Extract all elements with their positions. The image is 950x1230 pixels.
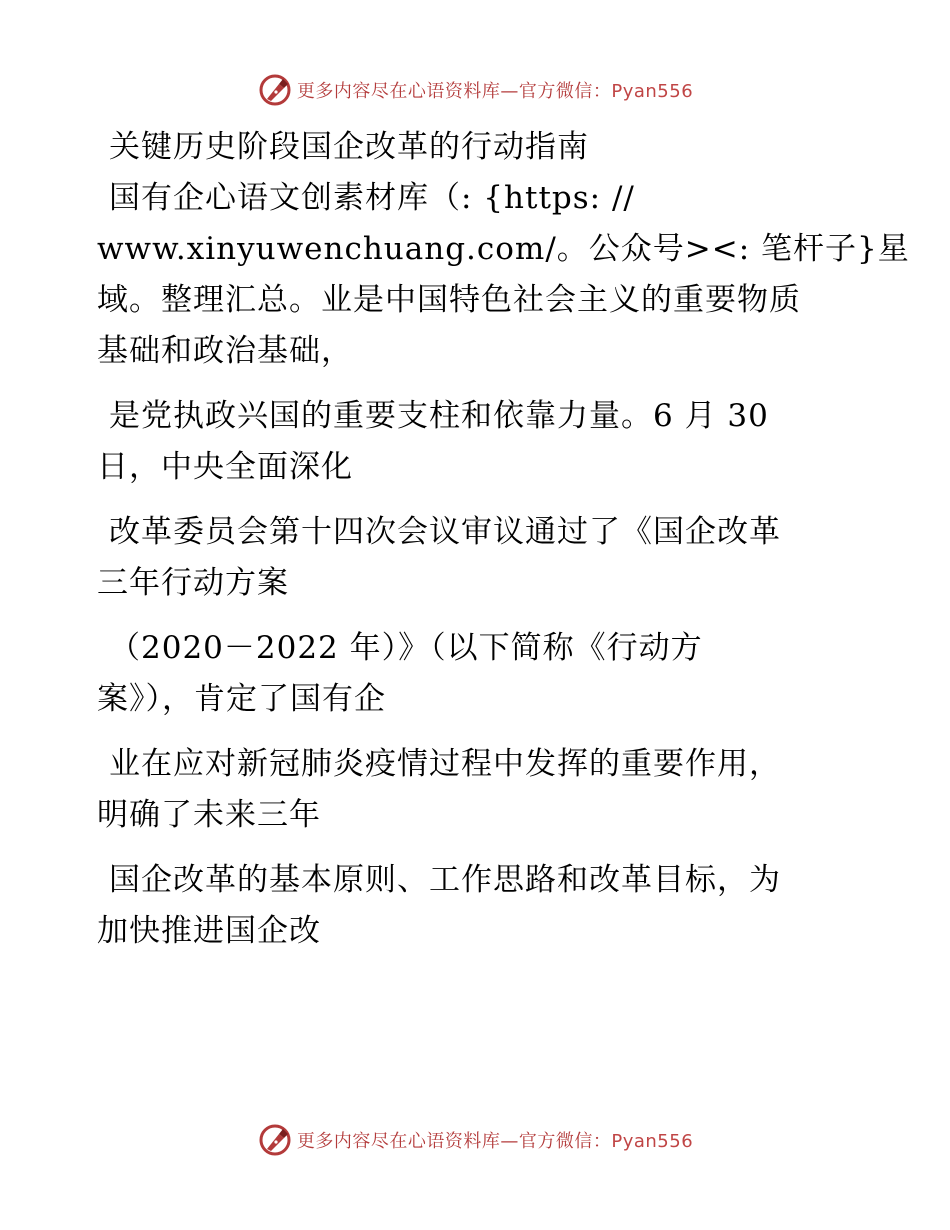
paragraph-line: 改革委员会第十四次会议审议通过了《国企改革 [109,514,781,550]
paragraph [97,623,857,725]
paragraph-line: 三年行动方案 [97,565,289,601]
paragraph [97,507,857,609]
document-body [97,122,910,957]
paragraph-line: 明确了未来三年 [97,797,321,833]
paragraph-line: 日，中央全面深化 [97,449,353,485]
watermark-text: 更多内容尽在心语资料库—官方微信：Pyan556 [296,1131,694,1152]
paragraph-line: 国企改革的基本原则、工作思路和改革目标，为 [109,862,781,898]
paragraph [97,173,910,377]
paragraph-line: 基础和政治基础， [97,333,353,369]
header-watermark-banner [0,70,950,110]
paragraph [97,391,857,493]
paragraph-line: 国有企心语文创素材库（: {https: // [109,180,635,216]
paragraph-line: 加快推进国企改 [97,913,321,949]
paragraph-line: 案》），肯定了国有企 [97,681,386,717]
watermark-text: 更多内容尽在心语资料库—官方微信：Pyan556 [296,81,694,102]
paragraph-list [97,173,910,957]
wechat-id: Pyan556 [611,1131,694,1152]
paragraph [97,739,857,841]
wechat-id: Pyan556 [611,81,694,102]
paragraph-line: 业在应对新冠肺炎疫情过程中发挥的重要作用， [109,746,781,782]
paragraph [97,855,857,957]
pen-nib-logo-icon [257,1122,293,1158]
footer-watermark-banner [0,1120,950,1160]
paragraph-line: 域。整理汇总。业是中国特色社会主义的重要物质 [97,282,801,318]
paragraph-line: （2020－2022 年）》（以下简称《行动方 [109,630,703,666]
paragraph-line: www.xinyuwenchuang.com/。公众号><: 笔杆子}星 [97,231,910,267]
pen-nib-logo-icon [257,72,293,108]
paragraph-line: 是党执政兴国的重要支柱和依靠力量。6 月 30 [109,398,769,434]
document-title: 关键历史阶段国企改革的行动指南 [109,129,589,165]
